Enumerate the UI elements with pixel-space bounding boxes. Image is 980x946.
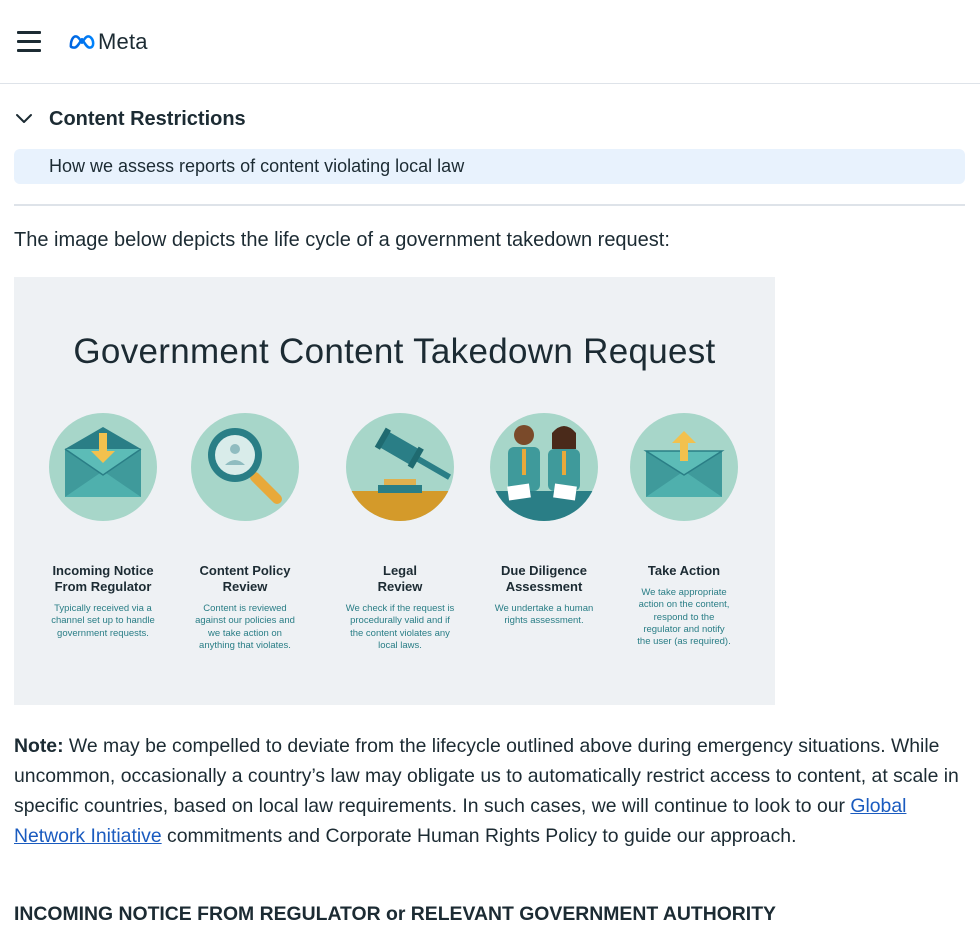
note-text-part2: commitments and Corporate Human Rights Policy to guide our approach.: [161, 825, 797, 847]
step-due-diligence: [469, 413, 619, 628]
figure-title: Government Content Takedown Request: [73, 332, 716, 371]
step-description: We take appropriate action on the content, respond to the regulator and notify the user (as required).: [637, 587, 731, 648]
hamburger-menu-icon[interactable]: [17, 31, 41, 52]
note-paragraph: [14, 731, 969, 851]
divider: [14, 204, 965, 206]
step-title: Take Action: [647, 563, 721, 578]
section-title: Content Restrictions: [49, 107, 246, 130]
top-header: [0, 0, 980, 84]
section-subheading: INCOMING NOTICE FROM REGULATOR or RELEVANT GOVERNMENT AUTHORITY: [14, 903, 776, 925]
step-description: Typically received via a channel set up to handle government requests.: [51, 603, 155, 639]
two-people-icon: [490, 413, 598, 521]
envelope-incoming-icon: [49, 413, 157, 521]
step-description: We undertake a human rights assessment.: [494, 603, 594, 627]
step-content-policy-review: [170, 413, 320, 652]
step-title: Incoming Notice From Regulator: [52, 563, 154, 594]
step-title: Content Policy Review: [199, 563, 291, 594]
meta-logo[interactable]: [68, 29, 148, 55]
note-label: Note:: [14, 735, 64, 757]
step-title: Due Diligence Assessment: [501, 563, 587, 594]
step-description: Content is reviewed against our policies and we take action on anything that violates.: [195, 603, 295, 651]
gavel-icon: [346, 413, 454, 521]
step-take-action: [609, 413, 759, 648]
chevron-down-icon: [14, 109, 34, 129]
step-incoming-notice: [28, 413, 178, 640]
section-toggle[interactable]: [14, 104, 246, 134]
takedown-lifecycle-figure: [14, 277, 775, 705]
magnifying-glass-icon: [191, 413, 299, 521]
nav-item-assess-reports[interactable]: How we assess reports of content violating local law: [14, 149, 965, 184]
step-description: We check if the request is procedurally valid and if the content violates any local laws.: [345, 603, 455, 651]
step-title: Legal Review: [377, 563, 423, 594]
global-network-initiative-link[interactable]: Global Network Initiative: [14, 795, 907, 847]
note-text-part1: We may be compelled to deviate from the lifecycle outlined above during emergency situations. While uncommon, occasionally a country’s law may obligate us to automatically restrict access to content, at scale in specific countries, based on local law requirements. In such cases, we will continue to look to our: [14, 735, 959, 817]
intro-paragraph: The image below depicts the life cycle of a government takedown request:: [14, 229, 670, 251]
logo-text: Meta: [98, 29, 148, 54]
step-legal-review: [325, 413, 475, 652]
meta-infinity-logo-icon: [68, 33, 96, 51]
envelope-outgoing-icon: [630, 413, 738, 521]
